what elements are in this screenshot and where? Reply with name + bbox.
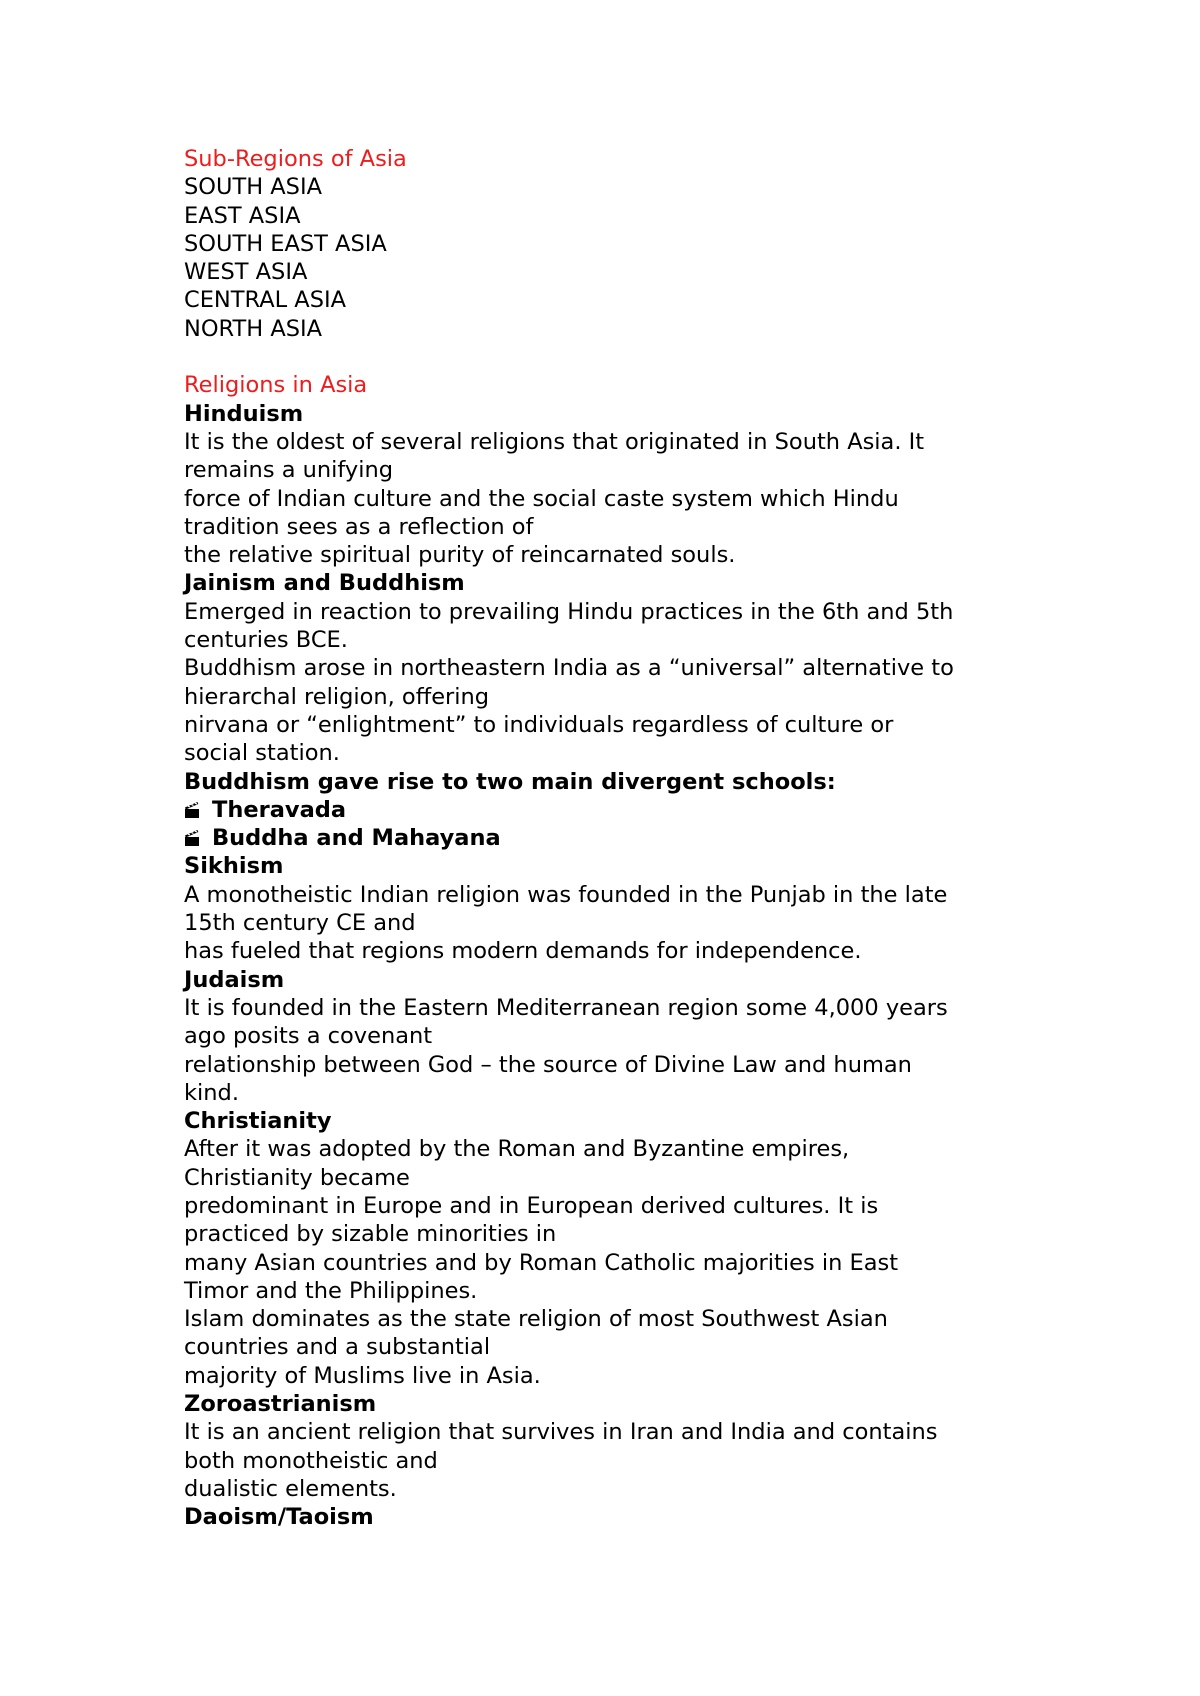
body-line: It is an ancient religion that survives in Iran and India and contains bbox=[184, 1419, 938, 1446]
religion-title-hinduism: Hinduism bbox=[184, 400, 304, 427]
body-line: Emerged in reaction to prevailing Hindu practices in the 6th and 5th bbox=[184, 598, 954, 625]
body-line: relationship between God – the source of Divine Law and human bbox=[184, 1051, 912, 1078]
heading-sub-regions: Sub-Regions of Asia bbox=[184, 146, 407, 172]
document-page bbox=[184, 145, 1044, 1532]
religion-title-jainism-buddhism: Jainism and Buddhism bbox=[184, 570, 465, 597]
body-line: predominant in Europe and in European derived cultures. It is bbox=[184, 1192, 879, 1219]
clapperboard-icon bbox=[184, 829, 200, 847]
body-line: kind. bbox=[184, 1079, 239, 1106]
body-line: 15th century CE and bbox=[184, 910, 416, 937]
body-line: remains a unifying bbox=[184, 457, 394, 484]
school-list-item bbox=[184, 824, 1044, 852]
body-line: tradition sees as a reflection of bbox=[184, 513, 534, 540]
body-line: ago posits a covenant bbox=[184, 1023, 433, 1050]
region-item: WEST ASIA bbox=[184, 259, 308, 286]
religion-title-sikhism: Sikhism bbox=[184, 853, 284, 880]
body-line: A monotheistic Indian religion was founded in the Punjab in the late bbox=[184, 881, 948, 908]
body-line: the relative spiritual purity of reincarnated souls. bbox=[184, 542, 736, 569]
religion-title-zoroastrianism: Zoroastrianism bbox=[184, 1391, 377, 1418]
body-line: centuries BCE. bbox=[184, 627, 348, 654]
body-line: dualistic elements. bbox=[184, 1475, 397, 1502]
body-line: It is founded in the Eastern Mediterranean region some 4,000 years bbox=[184, 994, 948, 1021]
religion-title-christianity: Christianity bbox=[184, 1108, 332, 1135]
body-line: social station. bbox=[184, 740, 340, 767]
region-item: CENTRAL ASIA bbox=[184, 287, 347, 314]
body-line: has fueled that regions modern demands for independence. bbox=[184, 938, 862, 965]
body-line: Islam dominates as the state religion of most Southwest Asian bbox=[184, 1306, 888, 1333]
body-line: Buddhism arose in northeastern India as a “universal” alternative to bbox=[184, 655, 954, 682]
body-line: majority of Muslims live in Asia. bbox=[184, 1362, 541, 1389]
heading-religions: Religions in Asia bbox=[184, 372, 368, 399]
body-line: practiced by sizable minorities in bbox=[184, 1221, 557, 1248]
religion-title-judaism: Judaism bbox=[184, 966, 285, 993]
body-line: both monotheistic and bbox=[184, 1447, 438, 1474]
body-line: countries and a substantial bbox=[184, 1334, 491, 1361]
body-line: force of Indian culture and the social caste system which Hindu bbox=[184, 485, 899, 512]
paragraph-gap bbox=[184, 343, 1044, 371]
region-item: SOUTH EAST ASIA bbox=[184, 230, 387, 257]
body-line: Timor and the Philippines. bbox=[184, 1277, 478, 1304]
religion-title-daoism: Daoism/Taoism bbox=[184, 1504, 374, 1531]
clapperboard-icon bbox=[184, 801, 200, 819]
body-line: nirvana or “enlightment” to individuals regardless of culture or bbox=[184, 711, 894, 738]
body-line: It is the oldest of several religions that originated in South Asia. It bbox=[184, 428, 925, 455]
body-line: Christianity became bbox=[184, 1164, 410, 1191]
region-item: EAST ASIA bbox=[184, 202, 301, 229]
region-item: NORTH ASIA bbox=[184, 315, 323, 342]
school-label: Buddha and Mahayana bbox=[212, 825, 501, 852]
school-list-item bbox=[184, 796, 1044, 824]
body-line: many Asian countries and by Roman Catholic majorities in East bbox=[184, 1249, 899, 1276]
body-line: hierarchal religion, offering bbox=[184, 683, 490, 710]
region-item: SOUTH ASIA bbox=[184, 174, 322, 201]
school-label: Theravada bbox=[212, 796, 347, 823]
body-line: After it was adopted by the Roman and Byzantine empires, bbox=[184, 1136, 850, 1163]
schools-heading: Buddhism gave rise to two main divergent schools: bbox=[184, 768, 836, 795]
